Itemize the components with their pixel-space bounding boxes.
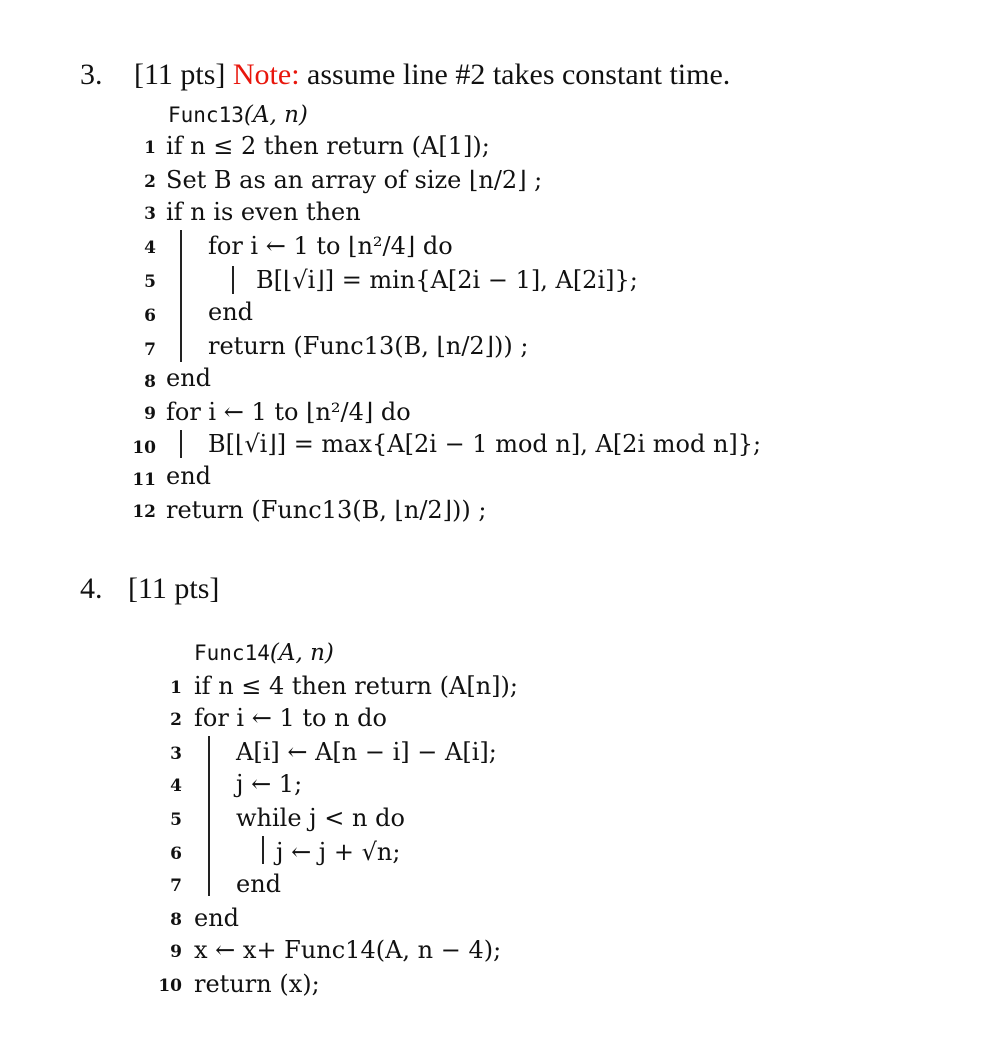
- line-number: 3: [144, 204, 156, 224]
- block-bar: [262, 836, 264, 864]
- line-number: 7: [144, 340, 156, 360]
- code-line: A[i] ← A[n − i] − A[i];: [236, 738, 497, 766]
- note-label: Note:: [232, 58, 300, 91]
- block-bar: [208, 736, 210, 896]
- line-number: 10: [132, 438, 156, 458]
- question-4-number: 4.: [80, 572, 103, 605]
- line-number: 2: [144, 172, 156, 192]
- line-number: 2: [170, 710, 182, 730]
- line-number: 3: [170, 744, 182, 764]
- block-bar: [180, 430, 182, 458]
- line-number: 8: [170, 910, 182, 930]
- line-number: 9: [144, 404, 156, 424]
- line-number: 11: [132, 470, 156, 490]
- note-text: assume line #2 takes constant time.: [307, 58, 731, 91]
- code-line: return (x);: [194, 970, 320, 998]
- line-number: 1: [144, 138, 156, 158]
- code-line: B[⌊√i⌋] = max{A[2i − 1 mod n], A[2i mod n]};: [208, 430, 762, 458]
- code-line: end: [236, 870, 282, 898]
- line-number: 5: [170, 810, 182, 830]
- code-line: if n is even then: [166, 198, 361, 226]
- code-line: x ← x+ Func14(A, n − 4);: [194, 936, 502, 964]
- question-3-number: 3.: [80, 58, 103, 91]
- line-number: 1: [170, 678, 182, 698]
- line-number: 4: [144, 238, 156, 258]
- function-name: Func13: [168, 103, 244, 127]
- code-line: j ← 1;: [236, 770, 303, 798]
- line-number: 12: [132, 502, 156, 522]
- function-signature-func13: [168, 102, 308, 128]
- line-number: 6: [144, 306, 156, 326]
- block-bar: [232, 266, 234, 294]
- code-line: return (Func13(B, ⌊n/2⌋)) ;: [166, 496, 487, 524]
- question-3-points: [11 pts]: [134, 58, 226, 91]
- line-number: 5: [144, 272, 156, 292]
- question-3-header: [134, 58, 730, 92]
- line-number: 7: [170, 876, 182, 896]
- code-line: j ← j + √n;: [276, 838, 401, 866]
- code-line: for i ← 1 to n do: [194, 704, 387, 732]
- function-args: (A, n): [269, 640, 334, 666]
- code-line: while j < n do: [236, 804, 405, 832]
- code-line: return (Func13(B, ⌊n/2⌋)) ;: [208, 332, 529, 360]
- function-signature-func14: [194, 640, 334, 666]
- line-number: 4: [170, 776, 182, 796]
- function-args: (A, n): [243, 102, 308, 128]
- code-line: B[⌊√i⌋] = min{A[2i − 1], A[2i]};: [256, 266, 638, 294]
- code-line: end: [208, 298, 254, 326]
- code-line: Set B as an array of size ⌊n/2⌋ ;: [166, 166, 543, 194]
- line-number: 6: [170, 844, 182, 864]
- code-line: end: [194, 904, 240, 932]
- question-4-points: [11 pts]: [128, 572, 220, 605]
- line-number: 9: [170, 942, 182, 962]
- line-number: 10: [158, 976, 182, 996]
- code-line: end: [166, 462, 212, 490]
- code-line: for i ← 1 to ⌊n²/4⌋ do: [208, 232, 453, 260]
- code-line: if n ≤ 2 then return (A[1]);: [166, 132, 490, 160]
- code-line: for i ← 1 to ⌊n²/4⌋ do: [166, 398, 411, 426]
- code-line: if n ≤ 4 then return (A[n]);: [194, 672, 518, 700]
- code-line: end: [166, 364, 212, 392]
- line-number: 8: [144, 372, 156, 392]
- block-bar: [180, 230, 182, 362]
- function-name: Func14: [194, 641, 270, 665]
